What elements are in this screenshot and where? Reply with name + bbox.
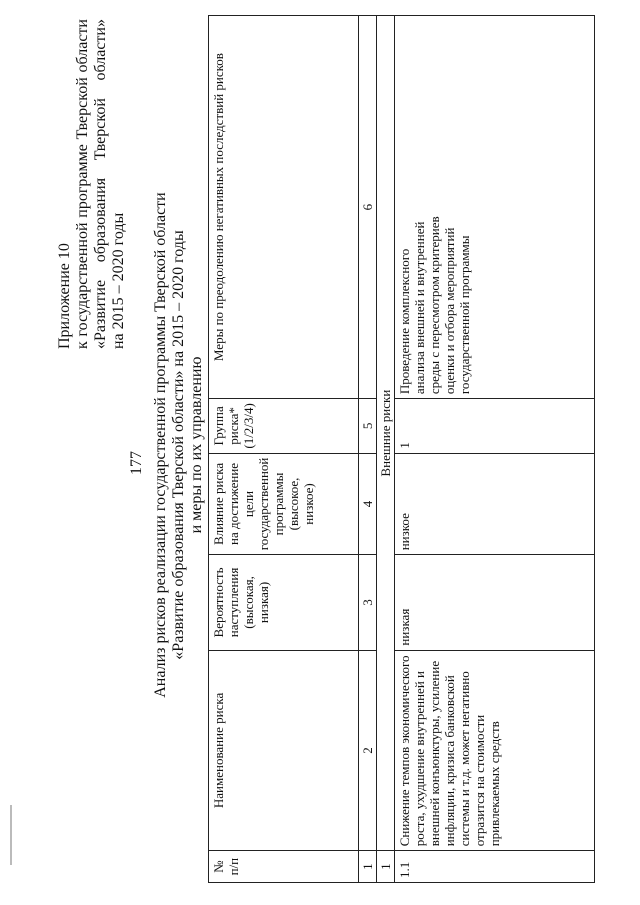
- appendix-word: области»: [92, 19, 109, 81]
- row-impact: низкое: [395, 453, 595, 555]
- appendix-word: Тверской: [74, 77, 91, 140]
- appendix-word: к: [74, 341, 91, 349]
- appendix-line-4: на 2015 – 2020 годы: [110, 212, 127, 349]
- header-impact: Влияние риска на достижение цели государственной программы (высокое, низкое): [209, 453, 359, 555]
- appendix-title: Приложение 10: [56, 243, 73, 349]
- header-measures: Меры по преодолению негативных последствий рисков: [209, 16, 359, 399]
- header-name: Наименование риска: [209, 650, 359, 851]
- document-title: [152, 185, 206, 705]
- page-number: 177: [128, 451, 145, 475]
- header-group: Группа риска* (1/2/3/4): [209, 399, 359, 454]
- appendix-header: [56, 19, 128, 349]
- risk-table: [208, 15, 595, 883]
- col-number: 5: [359, 399, 377, 454]
- title-line-3: и меры по их управлению: [188, 356, 205, 534]
- header-num: № п/п: [209, 851, 359, 883]
- col-number: 3: [359, 555, 377, 650]
- col-number: 4: [359, 453, 377, 555]
- appendix-word: «Развитие: [92, 279, 109, 349]
- appendix-line-2: [74, 19, 92, 349]
- appendix-word: программе: [74, 144, 91, 218]
- table-row: [395, 16, 595, 883]
- section-number: 1: [377, 851, 395, 883]
- appendix-line-3: [92, 19, 110, 349]
- row-risk-name: Снижение темпов экономического роста, ухудшение внутренней и внешней конъюнктуры, усиление инфляции, кризиса банковской системы и т.д. может негативно отразится на стоимости привлекаемых средств: [395, 650, 595, 851]
- row-group: 1: [395, 399, 595, 454]
- col-number: 1: [359, 851, 377, 883]
- row-measures: [395, 16, 595, 399]
- section-label-text: Внешние риски: [378, 389, 393, 477]
- col-number: 6: [359, 16, 377, 399]
- appendix-word: области: [74, 19, 91, 73]
- row-measures-text: Проведение комплексного анализа внешней и внутренней среды с пересмотром критериев оценки и отбора мероприятий государственной программы: [397, 216, 472, 395]
- row-number: 1.1: [395, 851, 595, 883]
- title-line-2: «Развитие образования Тверской области» на 2015 – 2020 годы: [170, 230, 187, 660]
- header-row: [209, 16, 359, 883]
- header-probability: Вероятность наступления (высокая, низкая): [209, 555, 359, 650]
- column-number-row: [359, 16, 377, 883]
- row-probability: низкая: [395, 555, 595, 650]
- appendix-word: Тверской: [92, 98, 109, 161]
- section-label: [377, 16, 395, 851]
- col-number: 2: [359, 650, 377, 851]
- section-row: [377, 16, 395, 883]
- title-line-1: Анализ рисков реализации государственной программы Тверской области: [152, 192, 169, 698]
- appendix-word: государственной: [74, 222, 91, 337]
- scan-artifact: [10, 805, 12, 865]
- appendix-word: образования: [92, 177, 109, 263]
